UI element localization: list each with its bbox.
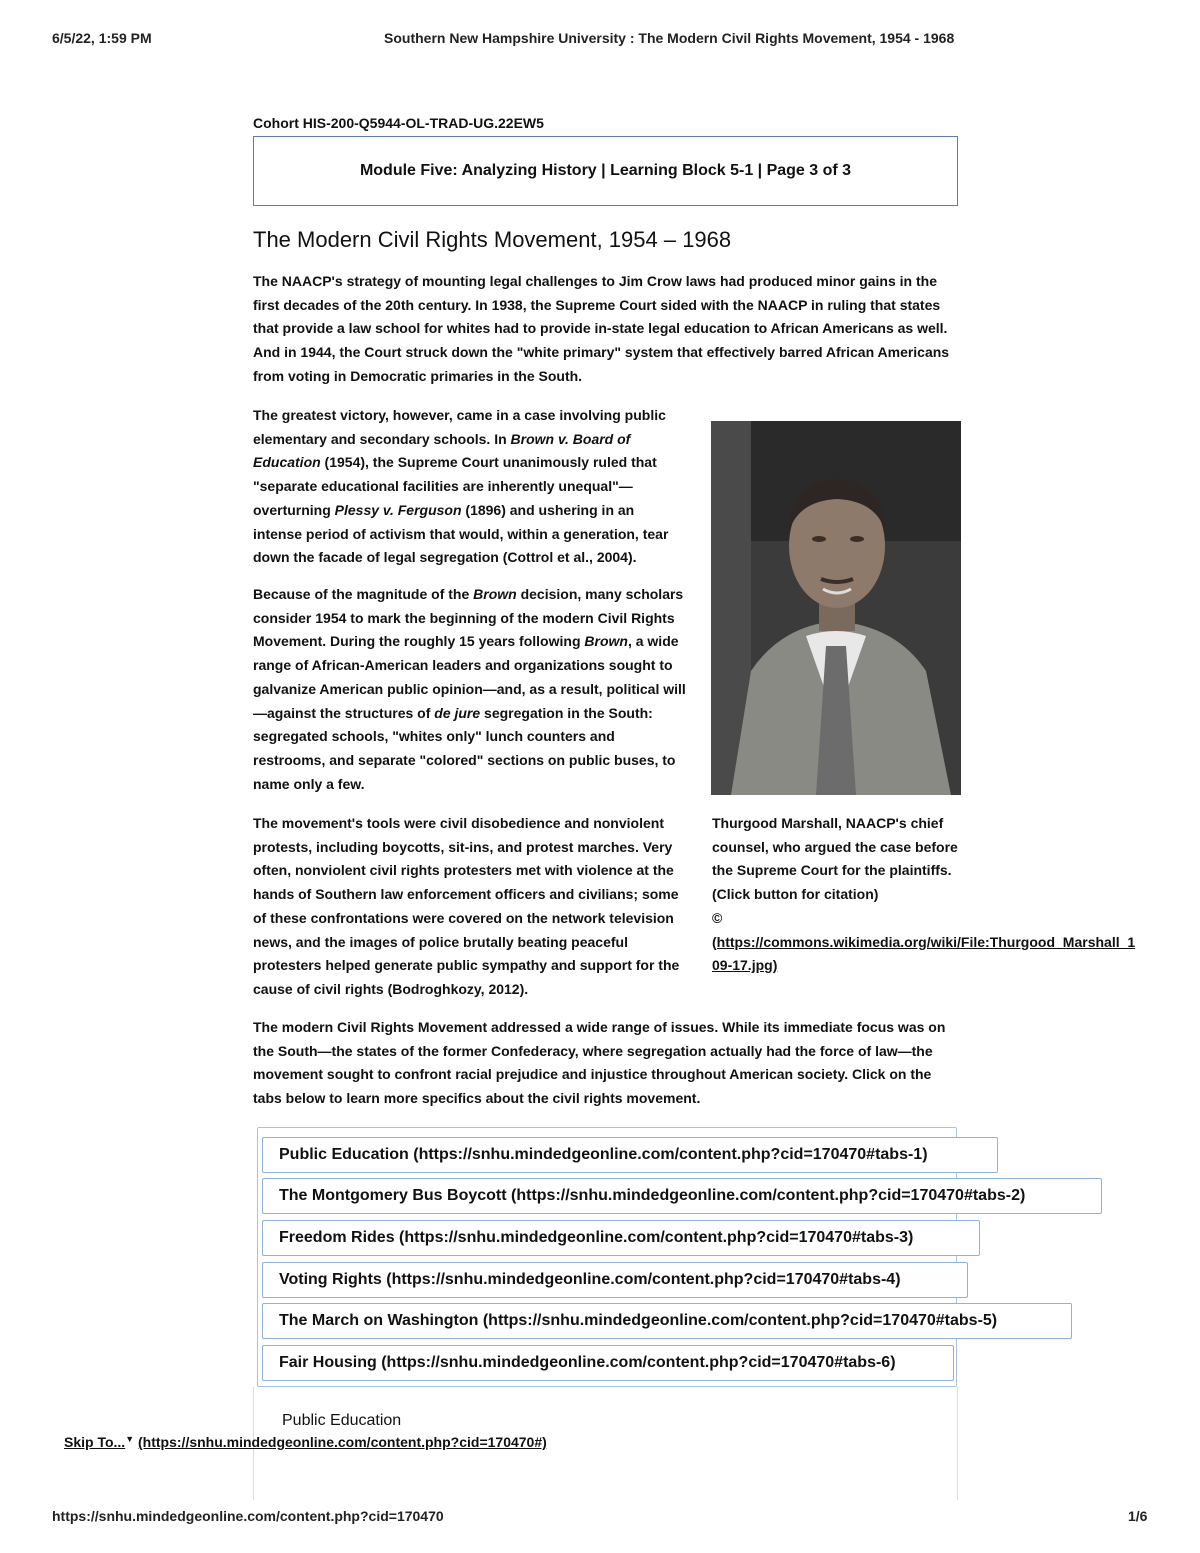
chevron-down-icon: ▼	[125, 1434, 135, 1444]
citation-link[interactable]: (https://commons.wikimedia.org/wiki/File:Thurgood_Marshall_1 09-17.jpg)	[712, 933, 1136, 974]
p3-text-g: segregation in the South: segregated schools, "whites only" lunch counters and restrooms, and separate "colored" sections on public buses, to name only a few.	[253, 704, 676, 792]
tab-public-education[interactable]: Public Education (https://snhu.mindedgeonline.com/content.php?cid=170470#tabs-1)	[262, 1137, 998, 1173]
skip-to-menu[interactable]	[64, 1434, 547, 1450]
module-label: Module Five: Analyzing History | Learning Block 5-1 | Page 3 of 3	[359, 162, 852, 179]
module-banner	[253, 136, 958, 206]
paragraph-4: The movement's tools were civil disobedience and nonviolent protests, including boycotts, sit-ins, and protest marches. Very often, nonviolent civil rights protesters met with violence at the hands of Southern law enforcement officers and civilians; some of these confrontations were covered on the network television news, and the images of police brutally beating peaceful protesters helped generate public sympathy and support for the cause of civil rights (Bodroghkozy, 2012).	[253, 815, 680, 997]
cohort-label: Cohort HIS-200-Q5944-OL-TRAD-UG.22EW5	[253, 115, 544, 131]
p3-brown-2: Brown	[584, 633, 628, 650]
p3-text-a: Because of the magnitude of the	[253, 586, 474, 602]
tab-march-on-washington[interactable]: The March on Washington (https://snhu.mindedgeonline.com/content.php?cid=170470#tabs-5)	[262, 1303, 1072, 1339]
panel-border-right	[957, 1387, 958, 1500]
paragraph-5: The modern Civil Rights Movement addressed a wide range of issues. While its immediate focus was on the South—the states of the former Confederacy, where segregation actually had the force of law—the movement sought to confront racial prejudice and injustice throughout American society. Click on the tabs below to learn more specifics about the civil rights movement.	[253, 1019, 946, 1107]
paragraph-2	[253, 404, 685, 570]
thurgood-marshall-photo	[711, 421, 961, 795]
p2-text-a: The greatest victory, however, came in a case involving public elementary and secondary schools. In	[253, 407, 666, 447]
skip-to-link[interactable]: (https://snhu.mindedgeonline.com/content.php?cid=170470#)	[138, 1434, 547, 1450]
print-page-title: Southern New Hampshire University : The Modern Civil Rights Movement, 1954 - 1968	[384, 30, 955, 46]
p3-text-e: , a wide range of African-American leaders and organizations sought to galvanize American public opinion—and, as a result, political will—against the structures of	[253, 633, 686, 721]
p2-case-plessy: Plessy v. Ferguson	[334, 501, 462, 518]
p2-text-c: (1954), the Supreme Court unanimously ruled that "separate educational facilities are inherently unequal"—overturning	[253, 454, 657, 518]
tab-voting-rights[interactable]: Voting Rights (https://snhu.mindedgeonline.com/content.php?cid=170470#tabs-4)	[262, 1262, 968, 1298]
citation-icon[interactable]: ©	[712, 909, 723, 926]
photo-caption	[712, 812, 1136, 978]
p2-text-e: (1896) and ushering in an intense period of activism that would, within a generation, tear down the facade of legal segregation (Cottrol et al., 2004).	[253, 501, 669, 566]
paragraph-1: The NAACP's strategy of mounting legal challenges to Jim Crow laws had produced minor gains in the first decades of the 20th century. In 1938, the Supreme Court sided with the NAACP in ruling that states that provide a law school for whites had to provide in-state legal education to African Americans as well. And in 1944, the Court struck down the "white primary" system that effectively barred African Americans from voting in Democratic primaries in the South.	[253, 273, 950, 384]
tab-montgomery-bus-boycott[interactable]: The Montgomery Bus Boycott (https://snhu.mindedgeonline.com/content.php?cid=170470#tabs-2)	[262, 1178, 1102, 1214]
p3-de-jure: de jure	[434, 704, 481, 721]
tab-fair-housing[interactable]: Fair Housing (https://snhu.mindedgeonline.com/content.php?cid=170470#tabs-6)	[262, 1345, 954, 1381]
page-title: The Modern Civil Rights Movement, 1954 – 1968	[253, 227, 732, 252]
panel-heading: Public Education	[282, 1412, 402, 1429]
caption-text: Thurgood Marshall, NAACP's chief counsel, who argued the case before the Supreme Court for the plaintiffs. (Click button for citation)	[712, 815, 958, 903]
tab-freedom-rides[interactable]: Freedom Rides (https://snhu.mindedgeonline.com/content.php?cid=170470#tabs-3)	[262, 1220, 980, 1256]
portrait-illustration	[711, 421, 961, 795]
print-url: https://snhu.mindedgeonline.com/content.php?cid=170470	[52, 1508, 444, 1524]
paragraph-3	[253, 583, 689, 796]
print-datetime: 6/5/22, 1:59 PM	[52, 30, 152, 46]
print-page-number: 1/6	[1128, 1508, 1148, 1524]
p2-case-brown: Brown v. Board of Education	[253, 430, 631, 471]
p3-brown-1: Brown	[473, 586, 517, 602]
skip-to-label[interactable]: Skip To...	[64, 1434, 126, 1450]
p3-text-c: decision, many scholars consider 1954 to mark the beginning of the modern Civil Rights Movement. During the roughly 15 years following	[253, 586, 684, 650]
